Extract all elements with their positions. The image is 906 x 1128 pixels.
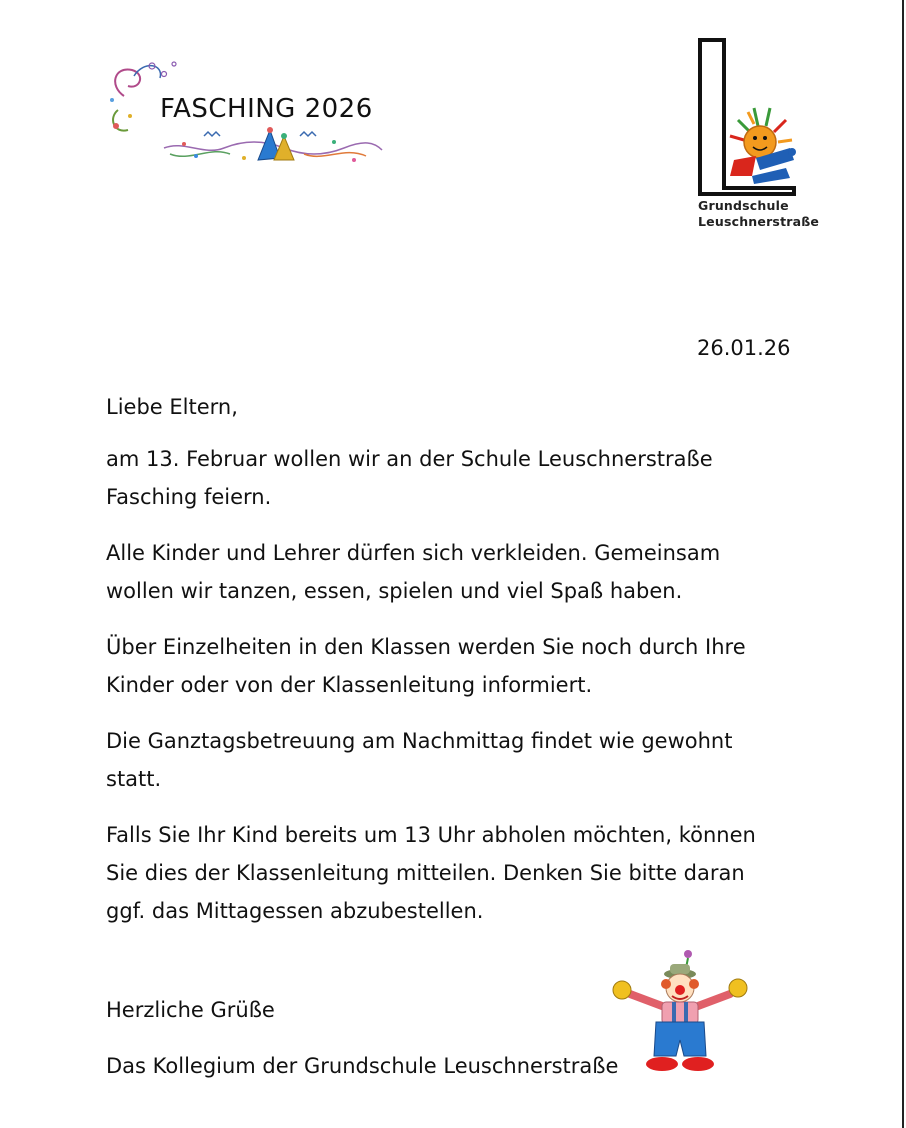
letter-signature: Das Kollegium der Grundschule Leuschnerstraße bbox=[106, 1054, 619, 1078]
letter-paragraph-4: Die Ganztagsbetreuung am Nachmittag findet wie gewohnt statt. bbox=[106, 729, 733, 791]
letter-date: 26.01.26 bbox=[697, 336, 791, 360]
page-border bbox=[902, 0, 904, 1128]
clown-illustration bbox=[600, 944, 760, 1094]
letter-paragraph-2: Alle Kinder und Lehrer dürfen sich verkleiden. Gemeinsam wollen wir tanzen, essen, spielen und viel Spaß haben. bbox=[106, 541, 721, 603]
letter-paragraph-5: Falls Sie Ihr Kind bereits um 13 Uhr abholen möchten, können Sie dies der Klassenleitung mitteilen. Denken Sie bitte daran ggf. das Mittagessen abzubestellen. bbox=[106, 823, 756, 923]
school-logo-line1: Grundschule bbox=[698, 198, 789, 213]
letter-greeting: Liebe Eltern, bbox=[106, 395, 238, 419]
school-logo-text bbox=[698, 198, 819, 230]
letter-paragraph-1: am 13. Februar wollen wir an der Schule Leuschnerstraße Fasching feiern. bbox=[106, 447, 713, 509]
page-title: FASCHING 2026 bbox=[160, 94, 373, 124]
letter-closing: Herzliche Grüße bbox=[106, 998, 275, 1022]
letter-paragraph-3: Über Einzelheiten in den Klassen werden Sie noch durch Ihre Kinder oder von der Klassenleitung informiert. bbox=[106, 635, 746, 697]
school-logo-line2: Leuschnerstraße bbox=[698, 214, 820, 229]
letter-body bbox=[106, 388, 806, 948]
